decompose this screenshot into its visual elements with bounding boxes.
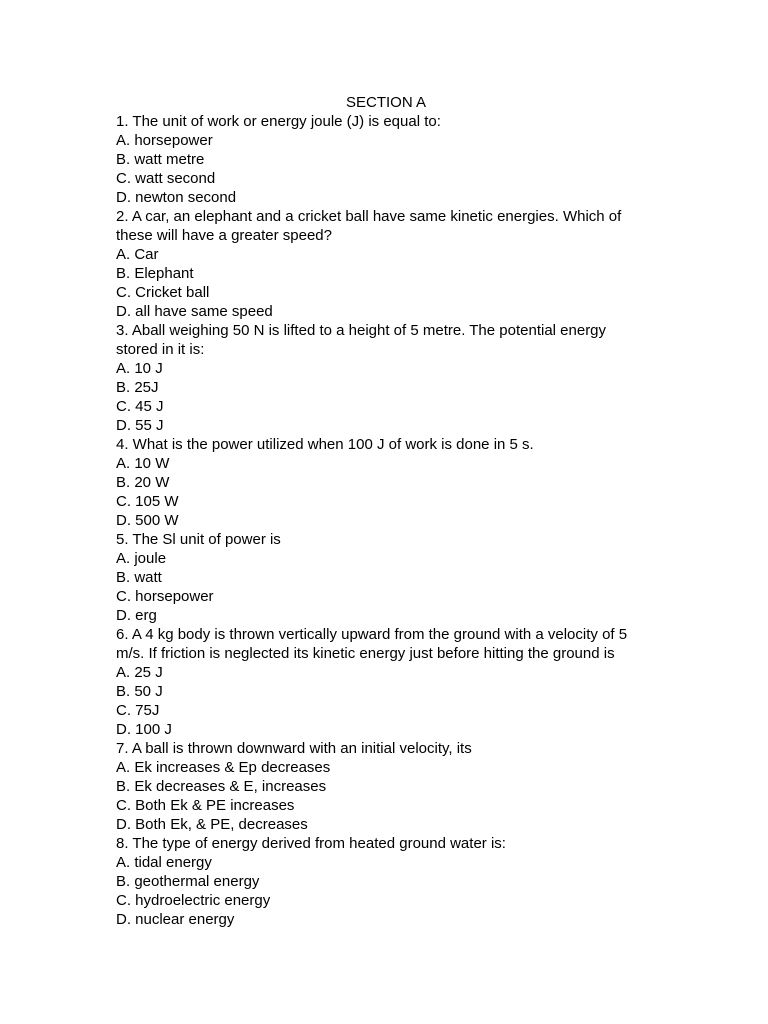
answer-option: A. 10 W	[116, 455, 170, 472]
question-text: 5. The Sl unit of power is	[116, 531, 281, 548]
answer-option: C. Cricket ball	[116, 284, 210, 301]
question-text: these will have a greater speed?	[116, 227, 332, 244]
question-block	[116, 834, 656, 929]
answer-option: D. 500 W	[116, 512, 179, 529]
question-text: 2. A car, an elephant and a cricket ball have same kinetic energies. Which of	[116, 208, 622, 225]
answer-option: B. watt	[116, 569, 162, 586]
answer-option: B. Elephant	[116, 265, 194, 282]
answer-option: C. 45 J	[116, 398, 164, 415]
answer-option: B. Ek decreases & E, increases	[116, 778, 327, 795]
answer-option: C. 75J	[116, 702, 160, 719]
question-text: m/s. If friction is neglected its kinetic energy just before hitting the ground is	[116, 645, 615, 662]
answer-option: D. 100 J	[116, 721, 172, 738]
answer-option: A. Car	[116, 246, 159, 263]
answer-option: B. watt metre	[116, 151, 205, 168]
answer-option: A. joule	[116, 550, 167, 567]
answer-option: C. Both Ek & PE increases	[116, 797, 295, 814]
answer-option: A. horsepower	[116, 132, 213, 149]
answer-option: D. 55 J	[116, 417, 164, 434]
question-block	[116, 112, 656, 207]
answer-option: B. 20 W	[116, 474, 170, 491]
question-block	[116, 625, 656, 739]
question-text: 6. A 4 kg body is thrown vertically upward from the ground with a velocity of 5	[116, 626, 628, 643]
section-title: SECTION A	[345, 94, 427, 111]
document-page	[116, 93, 656, 929]
question-block	[116, 207, 656, 321]
answer-option: C. 105 W	[116, 493, 179, 510]
question-block	[116, 321, 656, 435]
answer-option: A. 10 J	[116, 360, 163, 377]
answer-option: D. nuclear energy	[116, 911, 235, 928]
answer-option: A. Ek increases & Ep decreases	[116, 759, 331, 776]
question-text: 1. The unit of work or energy joule (J) is equal to:	[116, 113, 441, 130]
question-text: stored in it is:	[116, 341, 205, 358]
answer-option: C. hydroelectric energy	[116, 892, 271, 909]
answer-option: C. watt second	[116, 170, 216, 187]
answer-option: B. 25J	[116, 379, 159, 396]
answer-option: C. horsepower	[116, 588, 214, 605]
question-text: 4. What is the power utilized when 100 J of work is done in 5 s.	[116, 436, 534, 453]
question-block	[116, 530, 656, 625]
answer-option: B. geothermal energy	[116, 873, 260, 890]
answer-option: D. erg	[116, 607, 157, 624]
question-text: 3. Aball weighing 50 N is lifted to a height of 5 metre. The potential energy	[116, 322, 607, 339]
answer-option: D. all have same speed	[116, 303, 273, 320]
question-block	[116, 739, 656, 834]
question-text: 8. The type of energy derived from heated ground water is:	[116, 835, 506, 852]
answer-option: D. newton second	[116, 189, 237, 206]
answer-option: A. tidal energy	[116, 854, 212, 871]
question-list	[116, 112, 656, 929]
answer-option: D. Both Ek, & PE, decreases	[116, 816, 308, 833]
question-block	[116, 435, 656, 530]
question-text: 7. A ball is thrown downward with an initial velocity, its	[116, 740, 472, 757]
answer-option: B. 50 J	[116, 683, 163, 700]
answer-option: A. 25 J	[116, 664, 163, 681]
